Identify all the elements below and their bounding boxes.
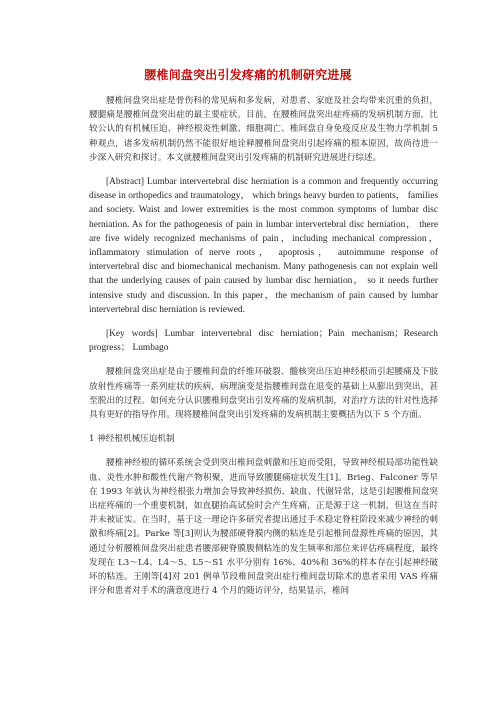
- abstract-chinese: 腰椎间盘突出症是骨伤科的常见病和多发病，对患者、家庭及社会均带来沉重的负担，腰腿痛是腰椎间盘突出症的最主要症状。目前，在腰椎间盘突出症疼痛的发病机制方面，比较公认的有机械压迫、神经根炎性刺激、细胞凋亡、椎间盘自身免疫反应及生物力学机制 5 种观点，诸多发病机制仍然不能很好地诠释腰椎间盘突出引起疼痛的根本原因，故尚待进一步深入研究和探讨。本文就腰椎间盘突出引发疼痛的机制研究进展进行综述。: [89, 96, 438, 163]
- section-1-heading: [89, 432, 438, 446]
- section-1-body: 腰椎神经根的循环系统会受到突出椎间盘刺激和压迫而受阻，导致神经根局部功能性缺血、炎性水肿和酸性代谢产物积聚，进而导致腰腿痛症状发生[1]。Brieg、Falconer 等早在 1993 年就认为神经根张力增加会导致神经损伤、缺血、代谢异常，这是引起腰椎间盘突出症疼痛的一个重要机制，如直腿抬高试验时会产生疼痛，正是源于这一机制，但这在当时并未被证实。在当时，基于这一理论许多研究者提出通过手术稳定脊柱阶段来减少神经的刺激和疼痛[2]。Parke 等[3]则认为腰部硬脊膜内侧的粘连是引起椎间盘源性疼痛的原因，其通过分析腰椎间盘突出症患者腰部硬脊膜腹侧粘连的发生频率和部位来评估疼痛程度，最终发现在 L3～L4、L4～5、L5～S1 水平分别有 16%、40%和 36%的样本存在引起神经破坏的粘连。王刚等[4]对 201 例单节段椎间盘突出症行椎间盘切除术的患者采用 VAS 疼痛评分和患者对手术的满意度进行 4 个月的随访评分，结果显示，椎间: [89, 458, 438, 597]
- paper-body: [89, 94, 438, 609]
- paper-title: 腰椎间盘突出引发疼痛的机制研究进展: [144, 68, 352, 82]
- section-1-heading-text: 1 神经根机械压迫机制: [89, 434, 175, 445]
- abstract-english: [Abstract] Lumbar intervertebral disc herniation is a common and frequently occurring disease in orthopedics and traumatology， which brings heavy burden to patients， families and society. Waist and lower extremities is the most common symptoms of lumbar disc herniation. As for the pathogenesis of pain in lumbar intervertebral disc herniation， there are five widely recognized mechanisms of pain，including mechanical compression， inflammatory stimulation of nerve roots， apoptosis， autoimmune response of intervertebral disc and biomechanical mechanism. Many pathogenesis can not explain well that the underlying causes of pain caused by lumbar disc herniation， so it needs further intensive study and discussion. In this paper，the mechanism of pain caused by lumbar intervertebral disc herniation is reviewed.: [89, 177, 438, 315]
- introduction-paragraph: 腰椎间盘突出症是由于腰椎间盘的纤维环破裂、髓核突出压迫神经根而引起腰痛及下肢放射性疼痛等一系列症状的疾病，病理演变是指腰椎间盘在退变的基础上从膨出到突出，甚至脱出的过程。如何充分认识腰椎间盘突出引发疼痛的发病机制，对治疗方法的针对性选择具有更好的指导作用。现将腰椎间盘突出引发疼痛的发病机制主要概括为以下 5 个方面。: [89, 367, 438, 421]
- keywords-english: [Key words] Lumbar intervertebral disc herniation；Pain mechanism；Research progress； Lumbago: [89, 329, 438, 354]
